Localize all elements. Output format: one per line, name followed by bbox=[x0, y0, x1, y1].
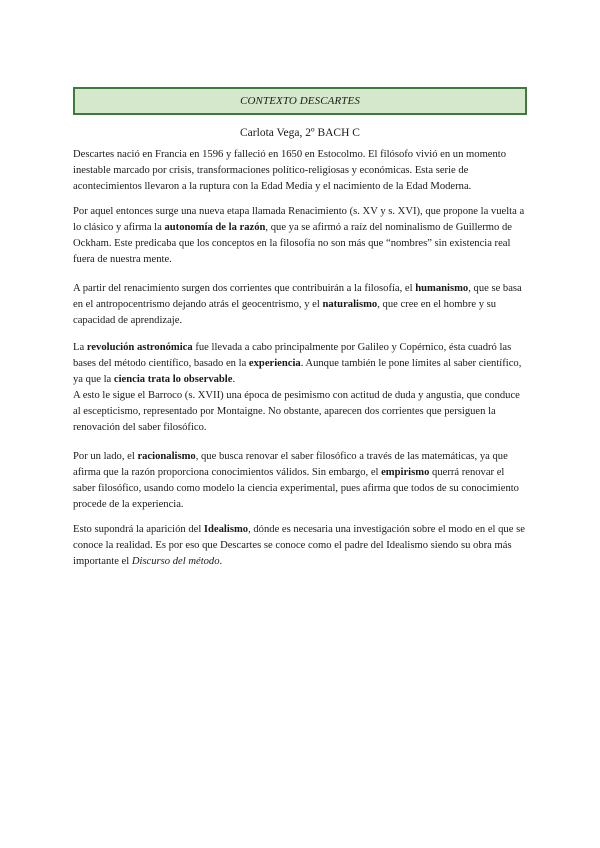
paragraph-renacimiento bbox=[73, 204, 525, 268]
bold-term: naturalismo bbox=[322, 299, 378, 310]
paragraph-text: . Aunque también le pone límites al saber científico, ya que la bbox=[73, 358, 522, 385]
paragraph-text: La bbox=[73, 342, 87, 353]
paragraph-racionalismo bbox=[73, 449, 525, 513]
paragraph-text: Por un lado, el bbox=[73, 451, 138, 462]
bold-term: empirismo bbox=[381, 467, 430, 478]
paragraph-biography bbox=[73, 147, 525, 195]
bold-term: ciencia trata lo observable bbox=[113, 374, 233, 385]
paragraph-text: . bbox=[232, 374, 236, 385]
bold-term: autonomía de la razón bbox=[164, 222, 266, 233]
paragraph-corrientes bbox=[73, 281, 525, 329]
bold-term: humanismo bbox=[415, 283, 469, 294]
paragraph-text: , que busca renovar el saber filosófico a través de las matemáticas, ya que afirma que la razón proporciona conocimientos válidos. Sin embargo, el bbox=[73, 451, 508, 478]
paragraph-idealismo bbox=[73, 522, 525, 570]
document-title: CONTEXTO DESCARTES bbox=[240, 95, 360, 107]
bold-term: revolución astronómica bbox=[86, 342, 193, 353]
italic-work-title: Discurso del método bbox=[131, 556, 220, 567]
bold-term: experiencia bbox=[248, 358, 301, 369]
title-banner bbox=[73, 87, 527, 115]
paragraph-text: . bbox=[219, 556, 223, 567]
paragraph-text: A esto le sigue el Barroco (s. XVII) una época de pesimismo con actitud de duda y angustia, que conduce al escepticismo, representado por Montaigne. No obstante, aparecen dos corrientes que persiguen la renovación del saber filosófico. bbox=[73, 390, 520, 433]
paragraph-text: A partir del renacimiento surgen dos corrientes que contribuirán a la filosofía, el bbox=[73, 283, 416, 294]
paragraph-revolucion bbox=[73, 340, 525, 436]
paragraph-text: , que cree en el hombre y su capacidad de aprendizaje. bbox=[73, 299, 497, 326]
bold-term: Idealismo bbox=[203, 524, 249, 535]
paragraph-text: , que ya se afirmó a raíz del nominalismo de Guillermo de Ockham. Este predicaba que los conceptos en la filosofía no son más que “nombres” sin existencia real fuera de nuestra mente. bbox=[73, 222, 512, 265]
paragraph-text: querrá renovar el saber filosófico, usando como modelo la ciencia experimental, pues afirma que todos de su conocimiento procede de la experiencia. bbox=[73, 467, 519, 510]
paragraph-text: fue llevada a cabo principalmente por Galileo y Copérnico, ésta cuadró las bases del método científico, basado en la bbox=[73, 342, 512, 369]
author-line: Carlota Vega, 2º BACH C bbox=[240, 127, 360, 139]
bold-term: racionalismo bbox=[137, 451, 196, 462]
paragraph-text: Por aquel entonces surge una nueva etapa llamada Renacimiento (s. XV y s. XVI), que propone la vuelta a lo clásico y afirma la bbox=[73, 206, 525, 233]
paragraph-text: Esto supondrá la aparición del bbox=[73, 524, 204, 535]
paragraph-text: , dónde es necesaria una investigación sobre el modo en el que se conoce la realidad. Es por eso que Descartes se conoce como el padre del Idealismo siendo su obra más importante el bbox=[73, 524, 525, 567]
paragraph-text: , que se basa en el antropocentrismo dejando atrás el geocentrismo, y el bbox=[73, 283, 522, 310]
paragraph-text: Descartes nació en Francia en 1596 y falleció en 1650 en Estocolmo. El filósofo vivió en un momento inestable marcado por crisis, transformaciones político-religiosas y económicas. Esta serie de acontecimientos llevaron a la ruptura con la Edad Media y el nacimiento de la Edad Moderna. bbox=[73, 149, 507, 192]
